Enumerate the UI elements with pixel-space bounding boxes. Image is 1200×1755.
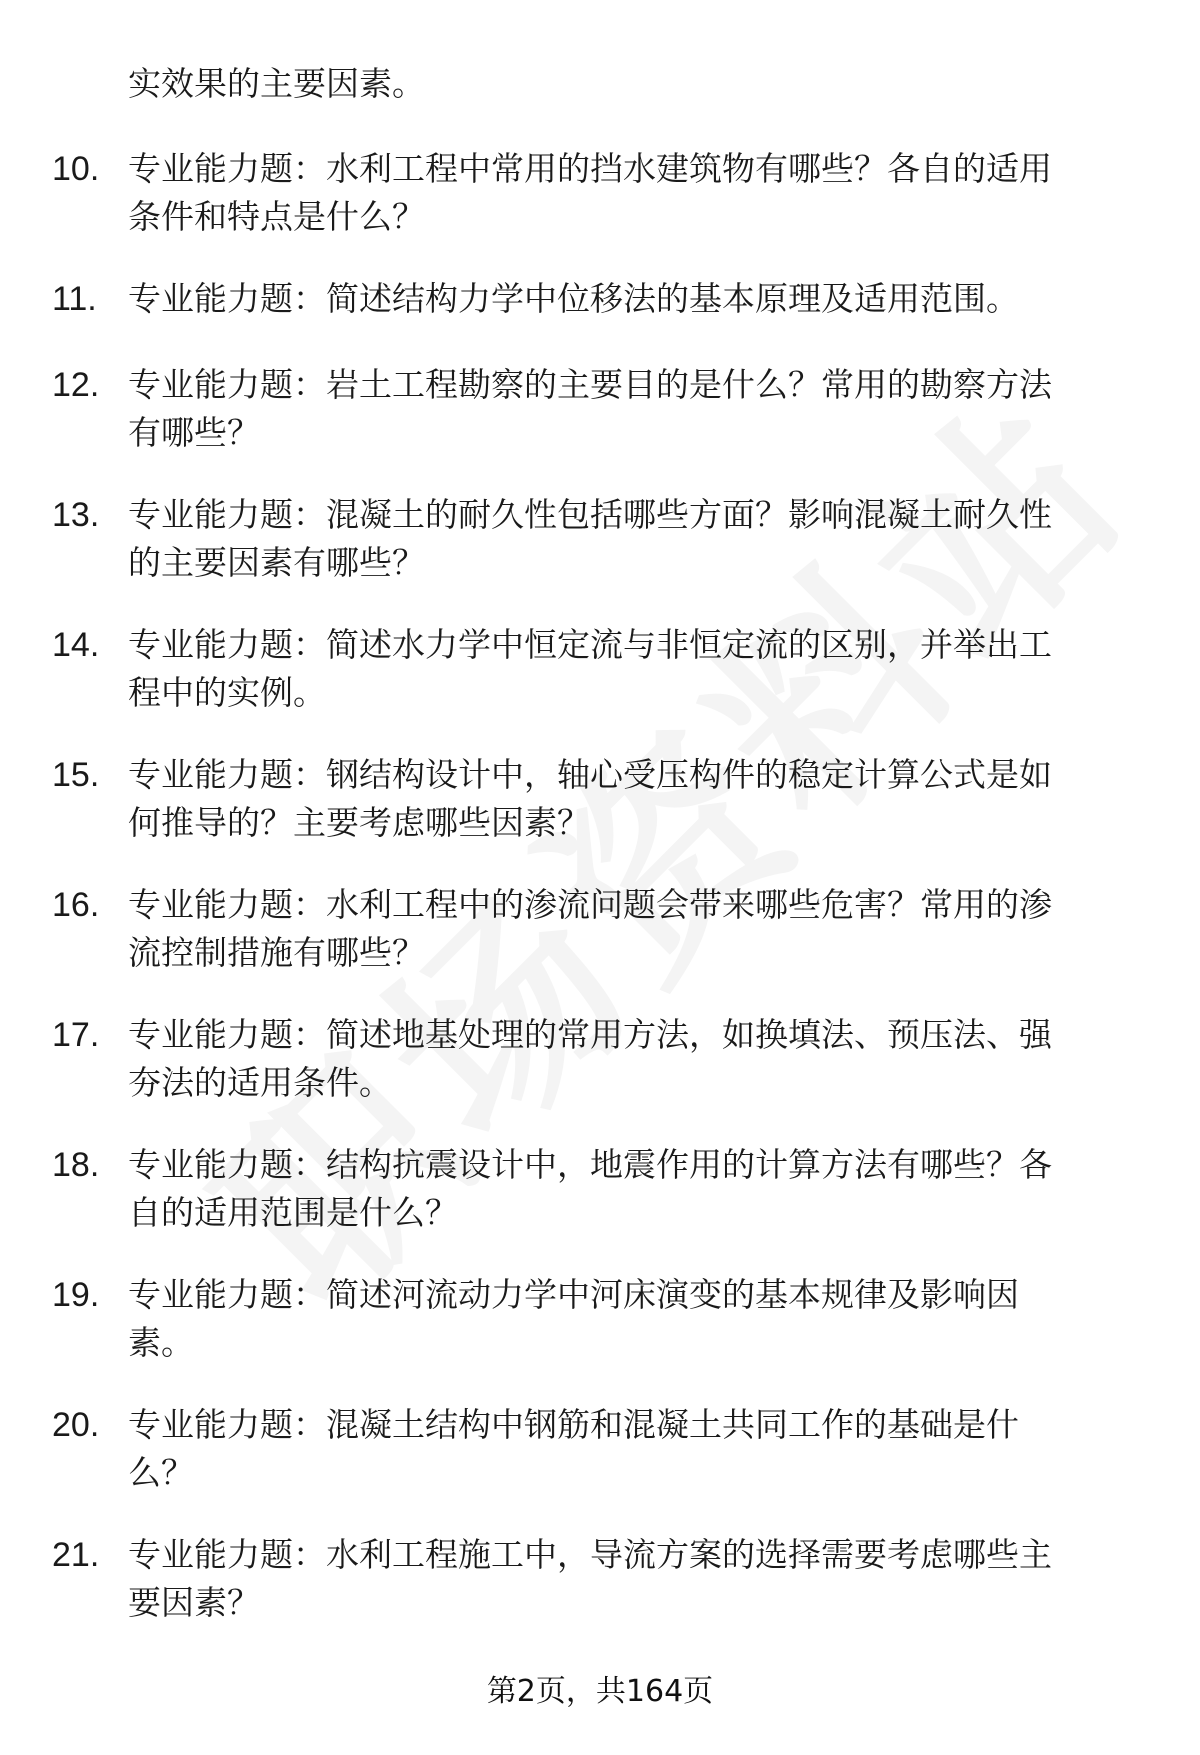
question-line: 专业能力题：简述河流动力学中河床演变的基本规律及影响因 xyxy=(128,1275,1019,1314)
question-number: 10. xyxy=(52,150,100,188)
question-text xyxy=(128,621,1142,717)
question-number: 16. xyxy=(52,886,100,924)
question-line: 自的适用范围是什么？ xyxy=(128,1193,458,1232)
question-item xyxy=(52,145,1142,241)
question-line: 条件和特点是什么？ xyxy=(128,197,425,236)
question-line: 夯法的适用条件。 xyxy=(128,1063,392,1102)
continuation-text: 实效果的主要因素。 xyxy=(128,64,425,103)
question-item xyxy=(52,1271,1142,1367)
question-line: 专业能力题：结构抗震设计中，地震作用的计算方法有哪些？各 xyxy=(128,1145,1052,1184)
question-number: 12. xyxy=(52,366,100,404)
question-line: 专业能力题：水利工程施工中，导流方案的选择需要考虑哪些主 xyxy=(128,1535,1052,1574)
question-number: 20. xyxy=(52,1406,100,1444)
question-number: 11. xyxy=(52,280,97,318)
question-text xyxy=(128,751,1142,847)
question-line: 要因素？ xyxy=(128,1583,260,1622)
question-item xyxy=(52,1531,1142,1627)
question-line: 专业能力题：简述水力学中恒定流与非恒定流的区别，并举出工 xyxy=(128,625,1052,664)
question-line: 专业能力题：混凝土结构中钢筋和混凝土共同工作的基础是什 xyxy=(128,1405,1019,1444)
question-text xyxy=(128,491,1142,587)
question-text xyxy=(128,361,1142,457)
question-line: 流控制措施有哪些？ xyxy=(128,933,425,972)
question-line: 素。 xyxy=(128,1323,194,1362)
question-item xyxy=(52,361,1142,457)
question-line: 有哪些？ xyxy=(128,413,260,452)
question-item xyxy=(52,621,1142,717)
question-number: 17. xyxy=(52,1016,100,1054)
question-item xyxy=(52,1011,1142,1107)
question-number: 19. xyxy=(52,1276,100,1314)
question-text xyxy=(128,1011,1142,1107)
question-line: 专业能力题：混凝土的耐久性包括哪些方面？影响混凝土耐久性 xyxy=(128,495,1052,534)
question-line: 专业能力题：水利工程中常用的挡水建筑物有哪些？各自的适用 xyxy=(128,149,1052,188)
question-line: 专业能力题：钢结构设计中，轴心受压构件的稳定计算公式是如 xyxy=(128,755,1052,794)
question-line: 专业能力题：简述地基处理的常用方法，如换填法、预压法、强 xyxy=(128,1015,1052,1054)
question-text xyxy=(128,1141,1142,1237)
question-line: 专业能力题：岩土工程勘察的主要目的是什么？常用的勘察方法 xyxy=(128,365,1052,404)
question-item xyxy=(52,1141,1142,1237)
question-item xyxy=(52,275,1142,323)
question-line: 专业能力题：水利工程中的渗流问题会带来哪些危害？常用的渗 xyxy=(128,885,1052,924)
question-line: 的主要因素有哪些？ xyxy=(128,543,425,582)
page-footer: 第2页，共164页 xyxy=(486,1674,714,1709)
question-text xyxy=(128,1271,1142,1367)
question-line: 程中的实例。 xyxy=(128,673,326,712)
question-item xyxy=(52,491,1142,587)
question-text xyxy=(128,1401,1142,1497)
question-item xyxy=(52,881,1142,977)
question-number: 15. xyxy=(52,756,100,794)
question-text xyxy=(128,881,1142,977)
question-number: 21. xyxy=(52,1536,100,1574)
question-line: 么？ xyxy=(128,1453,194,1492)
question-item xyxy=(52,1401,1142,1497)
question-line: 专业能力题：简述结构力学中位移法的基本原理及适用范围。 xyxy=(128,279,1019,318)
question-text xyxy=(128,1531,1142,1627)
question-number: 18. xyxy=(52,1146,100,1184)
question-text xyxy=(128,275,1142,323)
question-number: 13. xyxy=(52,496,100,534)
question-line: 何推导的？主要考虑哪些因素？ xyxy=(128,803,590,842)
question-number: 14. xyxy=(52,626,100,664)
question-item xyxy=(52,751,1142,847)
question-text xyxy=(128,145,1142,241)
